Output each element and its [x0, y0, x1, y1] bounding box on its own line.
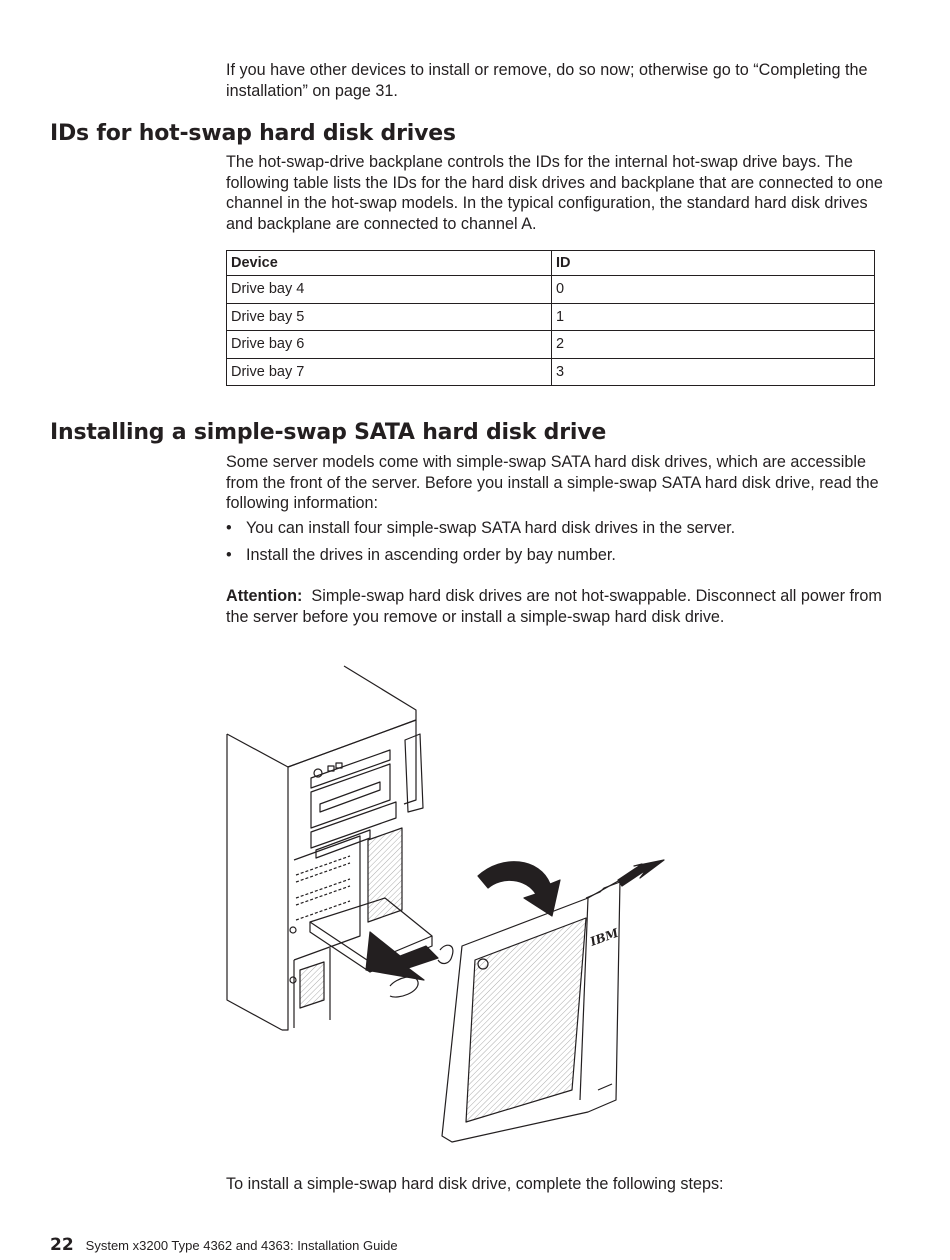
section-heading-ids: IDs for hot-swap hard disk drives: [50, 121, 456, 146]
id-cell: 3: [552, 358, 875, 386]
list-item: [226, 545, 886, 566]
insert-arrow-icon: [366, 932, 438, 980]
footer-title: System x3200 Type 4362 and 4363: Installation Guide: [85, 1238, 398, 1253]
device-cell: Drive bay 4: [227, 276, 552, 304]
push-arrow-icon: [618, 860, 664, 886]
id-cell: 0: [552, 276, 875, 304]
page-number: 22: [50, 1235, 74, 1255]
ids-table: [226, 250, 875, 386]
table-row: [227, 331, 875, 359]
table-row: [227, 303, 875, 331]
front-bezel-drawing: [442, 880, 621, 1142]
bullet-glyph: •: [226, 545, 232, 564]
steps-intro: To install a simple-swap hard disk drive, complete the following steps:: [226, 1175, 724, 1193]
intro-text: If you have other devices to install or remove, do so now; otherwise go to “Completing the installation” on page 31.: [226, 61, 868, 100]
requirements-list: [226, 518, 886, 571]
attention-label: Attention:: [226, 587, 303, 605]
curved-arrow-icon: [478, 862, 560, 916]
device-cell: Drive bay 6: [227, 331, 552, 359]
id-cell: 2: [552, 331, 875, 359]
page-footer: [50, 1235, 398, 1255]
attention-notice: [226, 586, 886, 627]
table-header-row: [227, 251, 875, 276]
server-drive-illustration: [220, 660, 690, 1145]
list-item-text: Install the drives in ascending order by bay number.: [246, 545, 616, 564]
sata-paragraph: Some server models come with simple-swap SATA hard disk drives, which are accessible from the front of the server. Before you install a simple-swap SATA hard disk drive, read the following information:: [226, 453, 879, 513]
section-heading-sata: Installing a simple-swap SATA hard disk drive: [50, 420, 607, 445]
server-tower-drawing: [227, 666, 423, 1030]
table-row: [227, 276, 875, 304]
bezel-logo: IBM: [588, 925, 621, 949]
id-cell: 1: [552, 303, 875, 331]
ids-paragraph: The hot-swap-drive backplane controls the IDs for the internal hot-swap drive bays. The following table lists the IDs for the hard disk drives and backplane that are connected to one channel in the hot-swap models. In the typical configuration, the standard hard disk drives and backplane are connected to channel A.: [226, 153, 883, 233]
column-header-id: ID: [552, 251, 875, 276]
column-header-device: Device: [227, 251, 552, 276]
bullet-glyph: •: [226, 519, 232, 537]
list-item-text: You can install four simple-swap SATA hard disk drives in the server.: [246, 519, 736, 537]
list-item: [226, 518, 886, 539]
table-row: [227, 358, 875, 386]
attention-text: Simple-swap hard disk drives are not hot-swappable. Disconnect all power from the server before you remove or install a simple-swap hard disk drive.: [226, 587, 882, 626]
device-cell: Drive bay 5: [227, 303, 552, 331]
device-cell: Drive bay 7: [227, 358, 552, 386]
